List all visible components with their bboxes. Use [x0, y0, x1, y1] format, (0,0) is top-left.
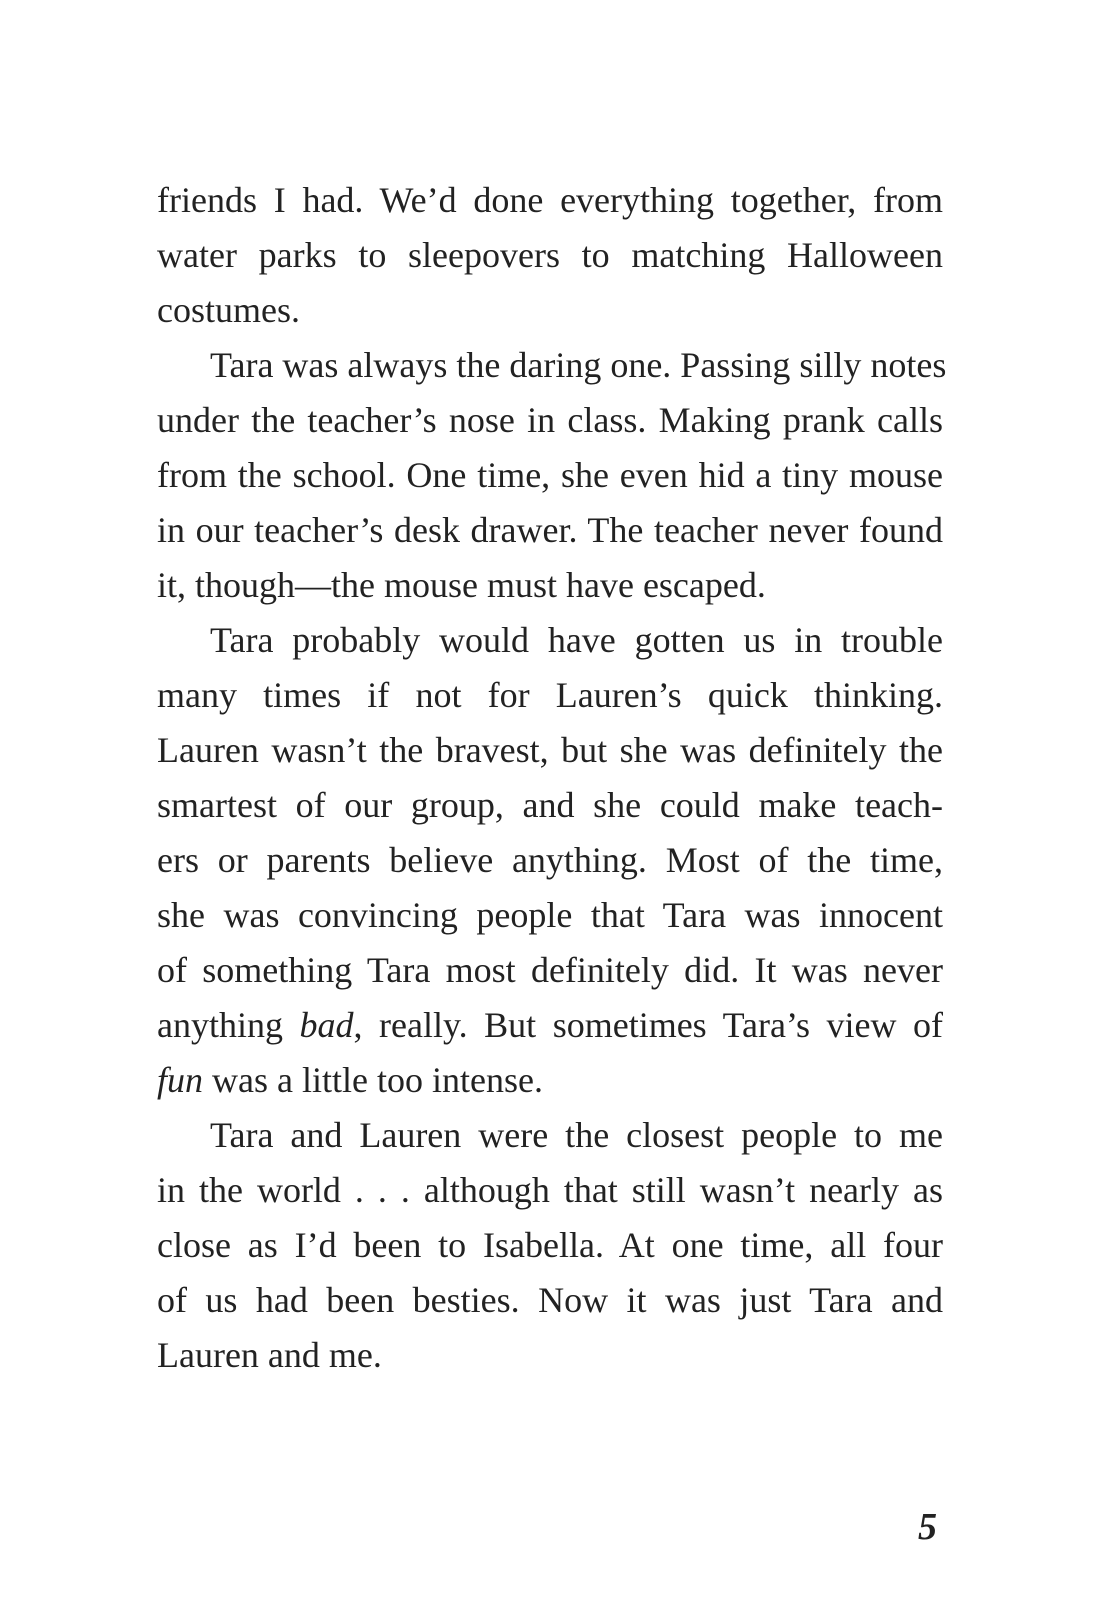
text-line: ers or parents believe anything. Most of the time,: [157, 840, 943, 880]
text-line: [157, 998, 943, 1053]
text-line: close as I’d been to Isabella. At one time, all four: [157, 1225, 943, 1265]
text-line: smartest of our group, and she could make teach-: [157, 785, 943, 825]
page-number: 5: [918, 1506, 937, 1548]
text-line: of us had been besties. Now it was just Tara and: [157, 1280, 943, 1320]
text-line: in our teacher’s desk drawer. The teacher never found: [157, 510, 943, 550]
text-line: Lauren wasn’t the bravest, but she was definitely the: [157, 730, 943, 770]
text-line: friends I had. We’d done everything together, from: [157, 180, 943, 220]
text-line: it, though—the mouse must have escaped.: [157, 565, 766, 605]
text-line: Tara and Lauren were the closest people to me: [210, 1115, 943, 1155]
italic-word: bad: [299, 1005, 354, 1045]
text-line: of something Tara most definitely did. It was never: [157, 950, 943, 990]
body-text: [157, 173, 947, 1383]
text-run: anything: [157, 1005, 300, 1045]
text-line: Tara probably would have gotten us in trouble: [210, 620, 943, 660]
text-run: was a little too intense.: [203, 1060, 543, 1100]
text-line: Lauren and me.: [157, 1335, 382, 1375]
text-line: Tara was always the daring one. Passing silly notes: [210, 345, 947, 385]
text-run: , really. But sometimes Tara’s view of: [353, 1005, 944, 1045]
text-line: many times if not for Lauren’s quick thinking.: [157, 675, 943, 715]
text-line: under the teacher’s nose in class. Making prank calls: [157, 400, 943, 440]
italic-word: fun: [157, 1060, 204, 1100]
text-line: water parks to sleepovers to matching Halloween: [157, 235, 943, 275]
text-line: from the school. One time, she even hid a tiny mouse: [157, 455, 943, 495]
text-line: she was convincing people that Tara was innocent: [157, 895, 943, 935]
text-line: costumes.: [157, 290, 300, 330]
text-line: in the world . . . although that still wasn’t nearly as: [157, 1170, 943, 1210]
text-line: [157, 1053, 943, 1108]
